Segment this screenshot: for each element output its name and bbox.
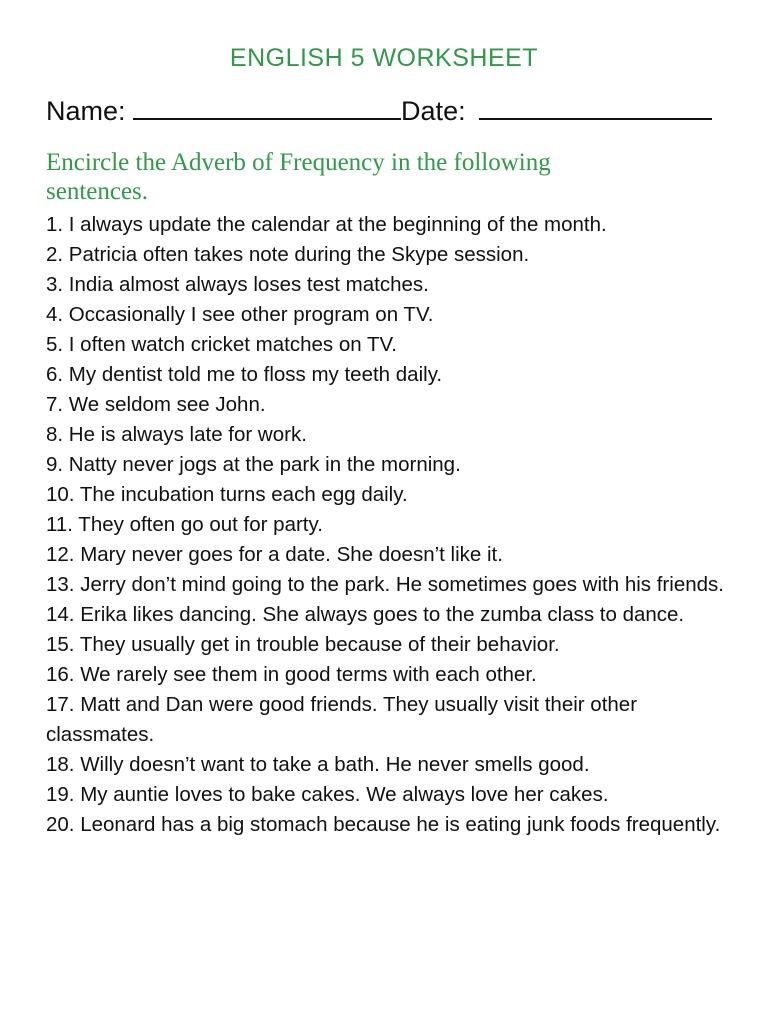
sentence-item: 12. Mary never goes for a date. She doesn’t like it. — [46, 543, 503, 566]
name-date-row — [46, 96, 726, 127]
sentence-item: 1. I always update the calendar at the beginning of the month. — [46, 213, 607, 236]
sentence-item: 11. They often go out for party. — [46, 513, 323, 536]
date-blank-line[interactable] — [479, 96, 712, 120]
sentence-item: 16. We rarely see them in good terms with each other. — [46, 663, 537, 686]
sentence-item: 4. Occasionally I see other program on TV. — [46, 303, 434, 326]
sentence-item: 20. Leonard has a big stomach because he is eating junk foods frequently. — [46, 813, 721, 836]
sentence-item: 2. Patricia often takes note during the Skype session. — [46, 243, 530, 266]
sentence-item: 13. Jerry don’t mind going to the park. He sometimes goes with his friends. — [46, 573, 724, 596]
date-label: Date: — [401, 96, 466, 126]
name-blank-line[interactable] — [133, 96, 401, 120]
sentence-item: 18. Willy doesn’t want to take a bath. He never smells good. — [46, 753, 590, 776]
sentence-item: 9. Natty never jogs at the park in the morning. — [46, 453, 461, 476]
sentence-item: 8. He is always late for work. — [46, 423, 307, 446]
sentence-list — [46, 210, 736, 840]
sentence-item: 19. My auntie loves to bake cakes. We always love her cakes. — [46, 783, 609, 806]
sentence-item: 10. The incubation turns each egg daily. — [46, 483, 408, 506]
sentence-item: 6. My dentist told me to floss my teeth daily. — [46, 363, 443, 386]
sentence-item: 5. I often watch cricket matches on TV. — [46, 333, 397, 356]
sentence-item: 14. Erika likes dancing. She always goes to the zumba class to dance. — [46, 603, 685, 626]
sentence-item: 3. India almost always loses test matches. — [46, 273, 429, 296]
sentence-item: 17. Matt and Dan were good friends. They usually visit their other classmates. — [46, 693, 638, 746]
worksheet-title: ENGLISH 5 WORKSHEET — [229, 44, 539, 72]
sentence-item: 7. We seldom see John. — [46, 393, 266, 416]
name-label: Name: — [46, 96, 126, 126]
instruction-text: Encircle the Adverb of Frequency in the following sentences. — [46, 149, 551, 205]
sentence-item: 15. They usually get in trouble because of their behavior. — [46, 633, 560, 656]
